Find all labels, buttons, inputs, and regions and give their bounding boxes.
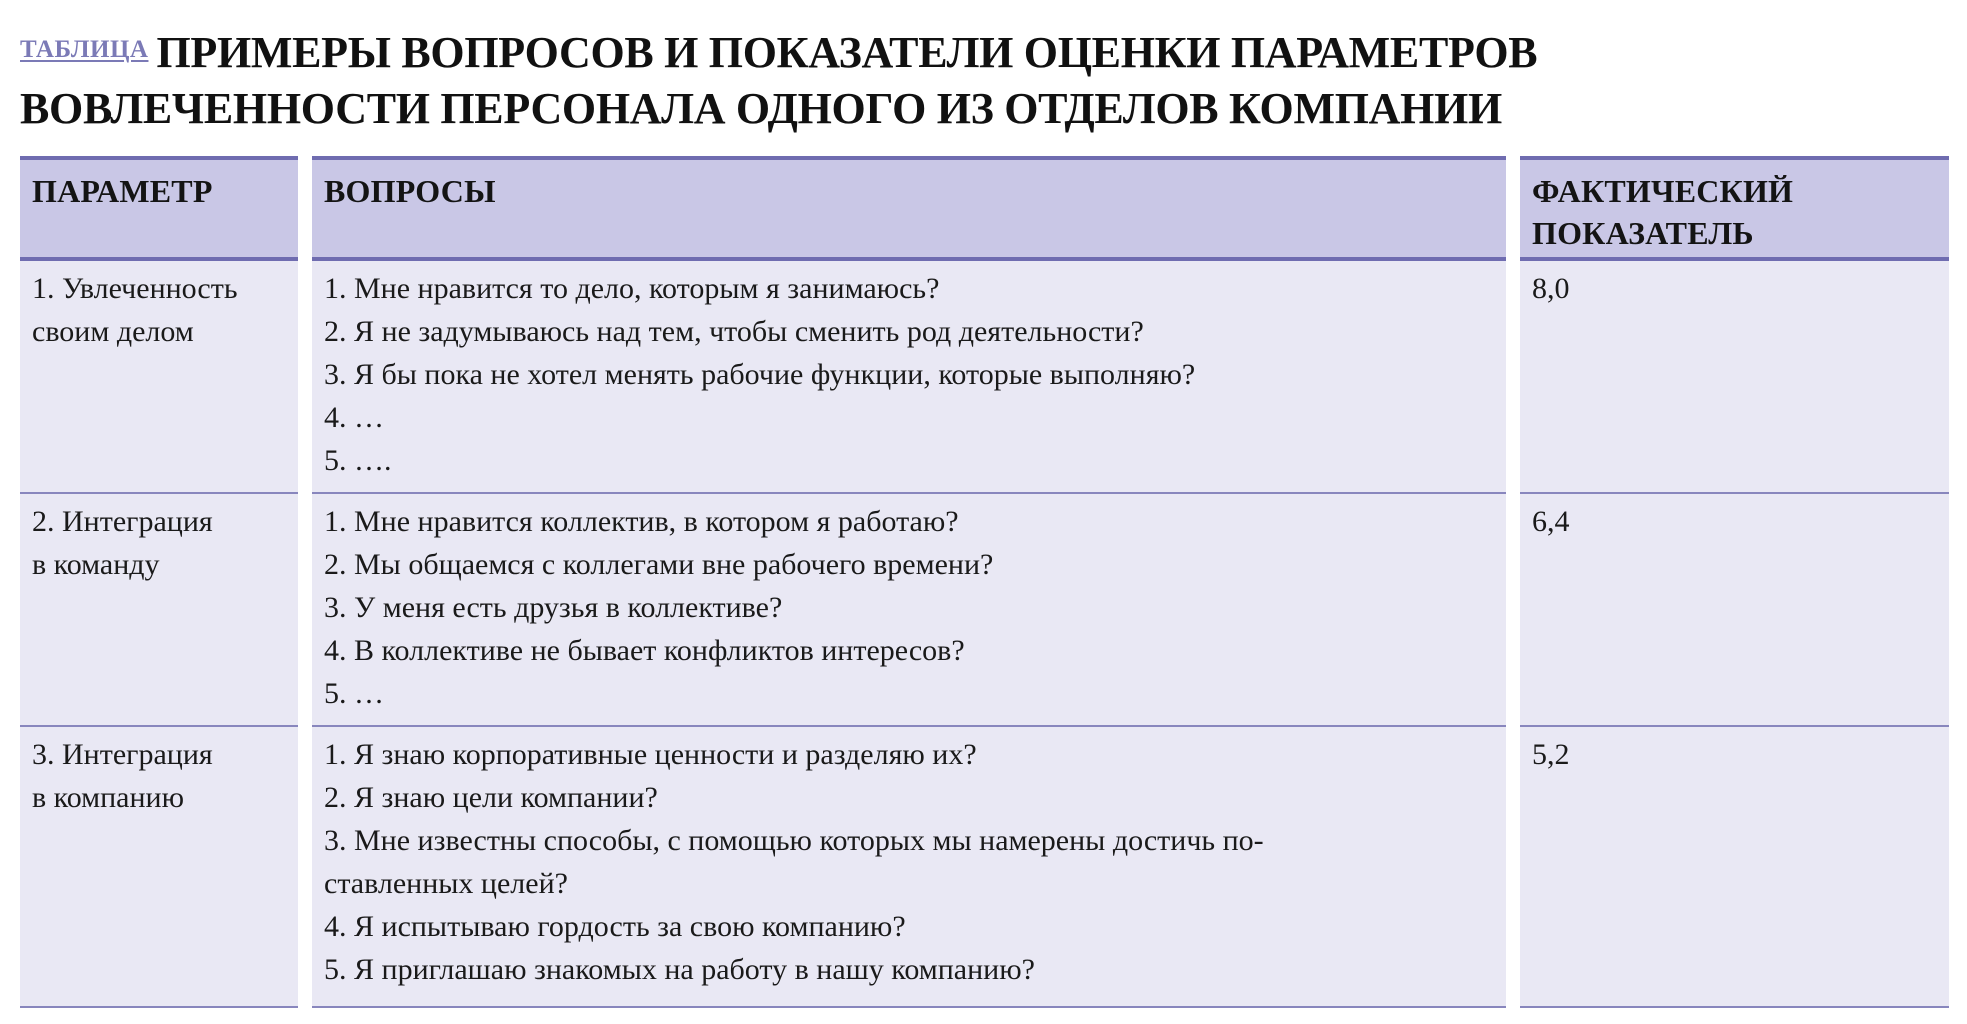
header-cell-value	[1520, 156, 1949, 261]
header-value-label: ФАКТИЧЕСКИЙ	[1532, 173, 1794, 209]
title-line-2: ВОВЛЕЧЕННОСТИ ПЕРСОНАЛА ОДНОГО ИЗ ОТДЕЛОВ КОМПАНИИ	[20, 84, 1502, 133]
value-cell-2	[1520, 494, 1949, 727]
question-item: 4. В коллективе не бывает конфликтов интересов?	[324, 634, 965, 667]
title-line-1	[20, 22, 1940, 81]
engagement-table	[20, 156, 1949, 1008]
param-cell-2	[20, 494, 298, 727]
question-item: 1. Мне нравится то дело, которым я занимаюсь?	[324, 272, 940, 305]
question-item: 3. Я бы пока не хотел менять рабочие функции, которые выполняю?	[324, 358, 1196, 391]
param-text: 3. Интеграция	[32, 738, 213, 771]
value-text: 8,0	[1532, 272, 1570, 305]
header-cell-questions	[312, 156, 1506, 261]
question-item: 2. Мы общаемся с коллегами вне рабочего времени?	[324, 548, 994, 581]
param-text: 2. Интеграция	[32, 505, 213, 538]
header-value-label: ПОКАЗАТЕЛЬ	[1532, 215, 1754, 251]
header-cell-param	[20, 156, 298, 261]
question-item: 3. Мне известны способы, с помощью которых мы намерены достичь по-	[324, 824, 1264, 857]
column-questions	[312, 156, 1506, 1008]
param-text: своим делом	[32, 315, 194, 348]
question-item: 3. У меня есть друзья в коллективе?	[324, 591, 783, 624]
questions-cell-1	[312, 261, 1506, 494]
param-text: в команду	[32, 548, 160, 581]
value-cell-3	[1520, 727, 1949, 1008]
param-cell-3	[20, 727, 298, 1008]
question-item: ставленных целей?	[324, 867, 568, 900]
question-item: 5. ….	[324, 444, 392, 477]
header-param-label: ПАРАМЕТР	[32, 173, 213, 209]
param-text: 1. Увлеченность	[32, 272, 238, 305]
value-text: 5,2	[1532, 738, 1570, 771]
header-questions-label: ВОПРОСЫ	[324, 173, 496, 209]
title-text-1: ПРИМЕРЫ ВОПРОСОВ И ПОКАЗАТЕЛИ ОЦЕНКИ ПАРАМЕТРОВ	[156, 28, 1538, 77]
question-item: 4. Я испытываю гордость за свою компанию?	[324, 910, 906, 943]
column-value	[1520, 156, 1949, 1008]
question-item: 2. Я знаю цели компании?	[324, 781, 658, 814]
question-item: 5. Я приглашаю знакомых на работу в нашу компанию?	[324, 953, 1035, 986]
param-text: в компанию	[32, 781, 185, 814]
question-item: 1. Я знаю корпоративные ценности и разделяю их?	[324, 738, 977, 771]
value-cell-1	[1520, 261, 1949, 494]
question-item: 1. Мне нравится коллектив, в котором я работаю?	[324, 505, 959, 538]
questions-cell-2	[312, 494, 1506, 727]
table-title	[20, 22, 1940, 137]
question-item: 5. …	[324, 677, 384, 710]
question-item: 4. …	[324, 401, 384, 434]
value-text: 6,4	[1532, 505, 1570, 538]
table-label: ТАБЛИЦА	[20, 36, 149, 63]
param-cell-1	[20, 261, 298, 494]
column-param	[20, 156, 298, 1008]
questions-cell-3	[312, 727, 1506, 1008]
question-item: 2. Я не задумываюсь над тем, чтобы сменить род деятельности?	[324, 315, 1144, 348]
